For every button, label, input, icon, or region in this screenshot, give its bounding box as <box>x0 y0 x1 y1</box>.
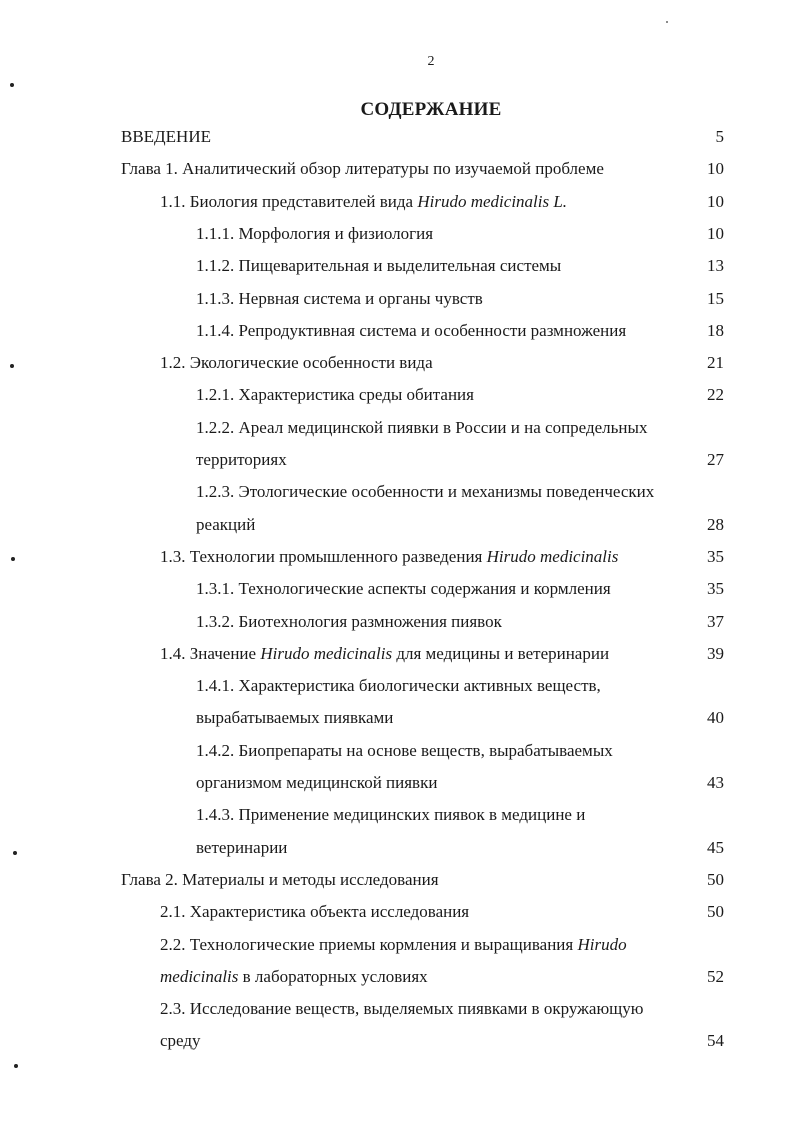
toc-entry <box>0 445 800 475</box>
toc-entry-page: 10 <box>707 159 724 179</box>
toc-entry-title: 1.2.2. Ареал медицинской пиявки в России и на сопредельных <box>196 417 648 437</box>
toc-entry <box>0 703 800 733</box>
page-number: 2 <box>427 54 435 69</box>
toc-entry-title: среду <box>160 1031 201 1051</box>
toc-entry-page: 37 <box>707 611 724 631</box>
toc-entry <box>0 897 800 927</box>
toc-entry-page: 50 <box>707 869 724 889</box>
toc-entry <box>0 542 800 572</box>
toc-entry-page: 21 <box>707 353 724 373</box>
toc-entry <box>0 671 800 701</box>
toc-entry-page: 27 <box>707 450 724 469</box>
margin-mark <box>10 83 14 87</box>
toc-entry-title-italic: medicinalis <box>160 966 239 986</box>
toc-entry <box>0 639 800 669</box>
toc-entry <box>0 1026 800 1056</box>
toc-entry-title: 1.1.1. Морфология и физиология <box>196 223 434 243</box>
toc-entry-title: 1.2.3. Этологические особенности и механизмы поведенческих <box>196 482 655 502</box>
toc-entry-page: 43 <box>707 773 724 792</box>
toc-entry <box>0 316 800 346</box>
margin-mark <box>10 364 14 368</box>
toc-entry-title: 2.1. Характеристика объекта исследования <box>160 902 470 922</box>
toc-entry-page: 54 <box>707 1031 724 1051</box>
toc-entry-title: ВВЕДЕНИЕ <box>121 127 211 146</box>
toc-entry-page: 39 <box>707 643 724 663</box>
toc-entry-page: 5 <box>715 127 724 146</box>
toc-entry-title: реакций <box>196 514 256 534</box>
toc-entry <box>0 348 800 378</box>
toc-entry-title-text: 1.4. Значение <box>160 643 261 663</box>
toc-entry-title <box>160 962 428 992</box>
toc-entry-title <box>160 930 627 960</box>
toc-entry <box>0 219 800 249</box>
toc-entry <box>0 736 800 766</box>
toc-entry-title: 2.3. Исследование веществ, выделяемых пиявками в окружающую <box>160 999 644 1019</box>
toc-entry <box>0 477 800 507</box>
toc-entry <box>0 800 800 830</box>
toc-entry-title: 1.3.1. Технологические аспекты содержания и кормления <box>196 579 611 599</box>
toc-entry <box>0 154 800 184</box>
toc-entry-title-italic: Hirudo medicinalis L. <box>417 191 568 211</box>
toc-entry-title-italic: Hirudo medicinalis <box>486 546 619 566</box>
toc-entry-page: 35 <box>707 579 724 599</box>
toc-entry <box>0 187 800 217</box>
toc-entry-page: 13 <box>707 256 724 276</box>
toc-entry-title-text: 1.3. Технологии промышленного разведения <box>160 546 487 566</box>
margin-mark <box>11 557 15 561</box>
page-title: СОДЕРЖАНИЕ <box>360 99 502 120</box>
toc-entry <box>0 510 800 540</box>
toc-entry-title <box>160 187 567 217</box>
toc-entry-page: 22 <box>707 385 724 405</box>
toc-entry-title: организмом медицинской пиявки <box>196 773 438 792</box>
toc-entry-title <box>160 639 609 669</box>
toc-entry <box>0 962 800 992</box>
toc-entry-title: Глава 2. Материалы и методы исследования <box>121 869 439 889</box>
toc-entry-page: 15 <box>707 288 724 308</box>
toc-entry-title-italic: Hirudo <box>577 934 627 954</box>
toc-entry-title: территориях <box>196 450 287 469</box>
toc-entry <box>0 380 800 410</box>
toc-entry-title: 1.3.2. Биотехнология размножения пиявок <box>196 611 502 631</box>
toc-entry-title: Глава 1. Аналитический обзор литературы по изучаемой проблеме <box>121 159 604 179</box>
toc-entry <box>0 994 800 1024</box>
toc-entry-title <box>160 542 618 572</box>
toc-entry <box>0 574 800 604</box>
toc-entry-page: 10 <box>707 223 724 243</box>
toc-entry-title: 1.4.3. Применение медицинских пиявок в медицине и <box>196 805 586 825</box>
toc-entry-page: 18 <box>707 320 724 340</box>
toc-entry-page: 40 <box>707 708 724 728</box>
margin-mark <box>13 851 17 855</box>
toc-entry-title: ветеринарии <box>196 837 288 857</box>
toc-entry-title-text: для медицины и ветеринарии <box>392 643 610 663</box>
toc-entry-page: 10 <box>707 191 724 211</box>
toc-entry-title: 1.2. Экологические особенности вида <box>160 353 433 373</box>
scan-speck <box>666 21 668 23</box>
toc-entry-title: 1.2.1. Характеристика среды обитания <box>196 385 474 405</box>
toc-entry-page: 50 <box>707 902 724 922</box>
toc-entry <box>0 930 800 960</box>
toc-entry <box>0 413 800 443</box>
toc-entry-page: 35 <box>707 546 724 566</box>
toc-entry-title-italic: Hirudo medicinalis <box>260 643 393 663</box>
toc-entry-title: 1.1.4. Репродуктивная система и особенности размножения <box>196 320 627 340</box>
toc-entry-title: 1.1.2. Пищеварительная и выделительная системы <box>196 256 562 276</box>
toc-entry <box>0 833 800 863</box>
toc-entry-title: вырабатываемых пиявками <box>196 708 394 728</box>
toc-entry-page: 45 <box>707 837 724 857</box>
toc-entry-page: 28 <box>707 514 724 534</box>
toc-entry <box>0 284 800 314</box>
toc-entry-title-text: 2.2. Технологические приемы кормления и выращивания <box>160 934 578 954</box>
toc-entry-title: 1.4.2. Биопрепараты на основе веществ, вырабатываемых <box>196 740 613 760</box>
toc-entry <box>0 251 800 281</box>
toc-entry-title-text: в лабораторных условиях <box>238 966 428 986</box>
toc-entry-page: 52 <box>707 966 724 986</box>
toc-entry-title: 1.4.1. Характеристика биологически активных веществ, <box>196 676 601 696</box>
toc-entry-title-text: 1.1. Биология представителей вида <box>160 191 418 211</box>
toc-entry <box>0 607 800 637</box>
toc-entry-title: 1.1.3. Нервная система и органы чувств <box>196 288 483 308</box>
margin-mark <box>14 1064 18 1068</box>
toc-entry <box>0 768 800 798</box>
toc-entry <box>0 122 800 152</box>
toc-entry <box>0 865 800 895</box>
